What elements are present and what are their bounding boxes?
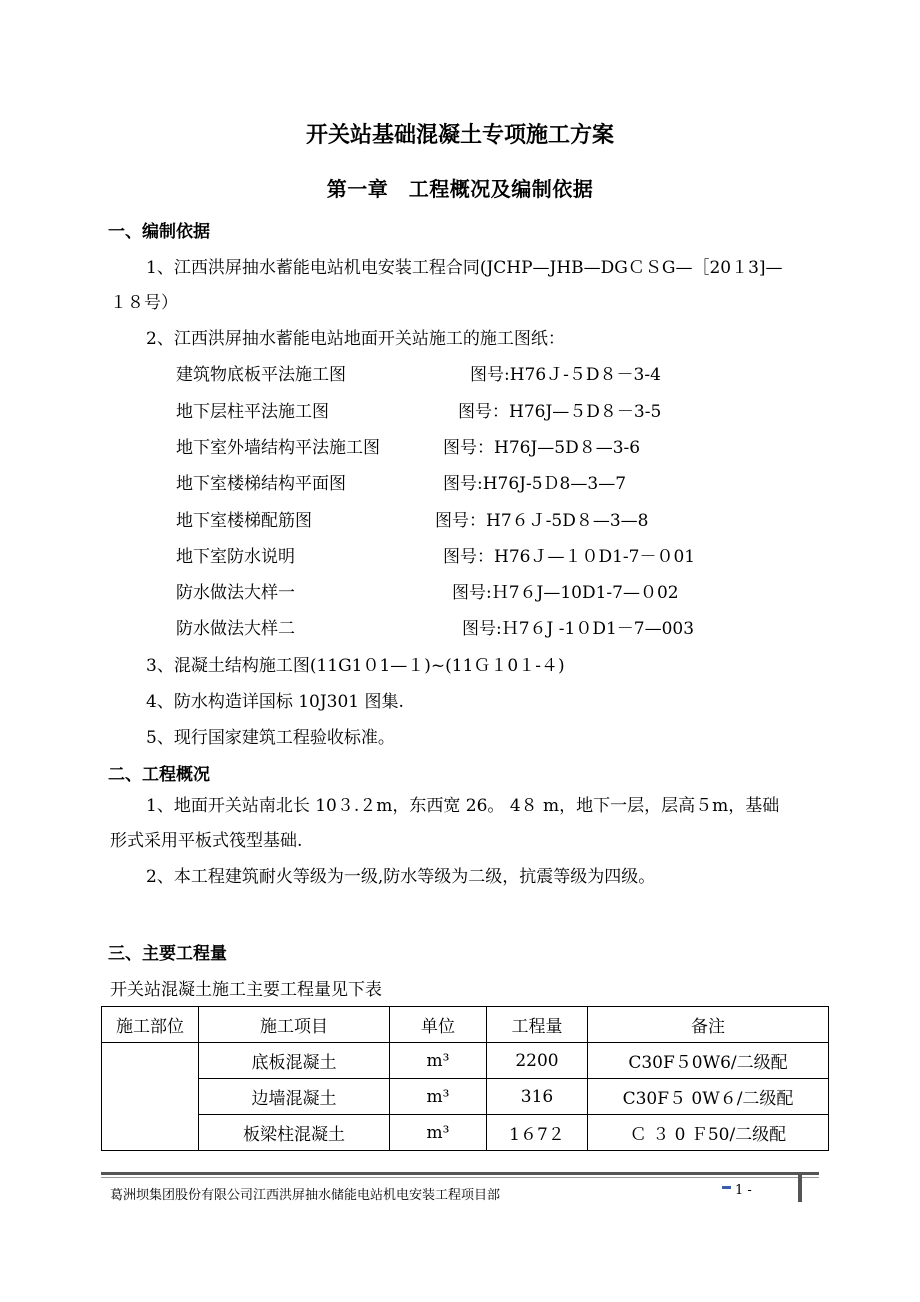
basis-item-5: 5、现行国家建筑工程验收标准。	[146, 728, 395, 748]
drawing-name: 防水做法大样一	[176, 583, 295, 603]
table-cell-part	[102, 1043, 199, 1151]
chapter-heading: 第一章 工程概况及编制依据	[326, 177, 594, 201]
drawing-number: 图号：H76J—5D８—3-6	[443, 438, 641, 458]
table-cell-note: C30F５ 0W６/二级配	[588, 1079, 829, 1115]
basis-item-1-cont: １８号）	[110, 293, 178, 313]
quantities-table	[101, 1006, 829, 1151]
table-intro: 开关站混凝土施工主要工程量见下表	[110, 980, 382, 1000]
drawing-number: 图号：H7６Ｊ-5D８—3—8	[435, 511, 649, 531]
table-cell-qty: 2200	[487, 1043, 588, 1079]
table-cell-unit: m³	[390, 1115, 487, 1151]
section3-heading: 三、主要工程量	[108, 944, 227, 964]
table-header-row	[102, 1007, 829, 1043]
drawing-name: 地下室楼梯配筋图	[176, 511, 312, 531]
table-row	[102, 1115, 829, 1151]
drawing-name: 地下室外墙结构平法施工图	[176, 438, 380, 458]
column-header: 单位	[390, 1007, 487, 1043]
table-row	[102, 1079, 829, 1115]
column-header: 备注	[588, 1007, 829, 1043]
table-row	[102, 1043, 829, 1079]
basis-item-1: 1、江西洪屏抽水蓄能电站机电安装工程合同(JCHP—JHB—DGＣＳG—［20１3]—	[146, 258, 783, 278]
page-number-mark	[722, 1186, 731, 1189]
footer-divider-thin	[101, 1177, 819, 1178]
basis-item-4: 4、防水构造详国标 10J301 图集.	[146, 692, 404, 712]
table-cell-note: C30F５0W6/二级配	[588, 1043, 829, 1079]
drawing-name: 建筑物底板平法施工图	[176, 365, 346, 385]
column-header: 工程量	[487, 1007, 588, 1043]
basis-item-3: 3、混凝土结构施工图(11G1０1—１)~(11Ｇ１0１-４)	[146, 656, 565, 676]
section1-heading: 一、编制依据	[108, 222, 210, 242]
footer-organization: 葛洲坝集团股份有限公司江西洪屏抽水储能电站机电安装工程项目部	[110, 1188, 501, 1203]
drawing-number: 图号:Ｈ7６J—10D1-7—０02	[452, 583, 679, 603]
table-cell-item: 板梁柱混凝土	[199, 1115, 390, 1151]
table-cell-qty: 1６7２	[487, 1115, 588, 1151]
drawing-number: 图号:H76J-5Ｄ8—3—7	[443, 474, 627, 494]
drawing-name: 地下层柱平法施工图	[176, 402, 329, 422]
drawing-number: 图号：H76J—５D８－3-5	[458, 402, 662, 422]
column-header: 施工部位	[102, 1007, 199, 1043]
drawing-name: 防水做法大样二	[176, 619, 295, 639]
overview-item-2: 2、本工程建筑耐火等级为一级,防水等级为二级，抗震等级为四级。	[146, 867, 656, 887]
table-cell-item: 底板混凝土	[199, 1043, 390, 1079]
drawing-number: 图号:H76Ｊ-５D８－3-4	[470, 365, 661, 385]
overview-item-1-cont: 形式采用平板式筏型基础.	[110, 831, 303, 851]
drawing-name: 地下室楼梯结构平面图	[176, 474, 346, 494]
page-title: 开关站基础混凝土专项施工方案	[305, 122, 614, 148]
table-cell-unit: m³	[390, 1043, 487, 1079]
table-cell-qty: 316	[487, 1079, 588, 1115]
basis-item-2: 2、江西洪屏抽水蓄能电站地面开关站施工的施工图纸：	[146, 329, 565, 349]
drawing-number: 图号:Ｈ7６J -1０D1－7—003	[462, 619, 695, 639]
drawing-name: 地下室防水说明	[176, 547, 295, 567]
overview-item-1: 1、地面开关站南北长 10３.２m，东西宽 26。 4８ m，地下一层，层高５m，基础	[146, 796, 780, 816]
table-cell-item: 边墙混凝土	[199, 1079, 390, 1115]
section2-heading: 二、工程概况	[108, 765, 210, 785]
column-header: 施工项目	[199, 1007, 390, 1043]
footer-corner-bar	[798, 1172, 802, 1202]
footer-divider	[101, 1172, 819, 1175]
table-cell-unit: m³	[390, 1079, 487, 1115]
table-cell-note: Ｃ ３ 0 Ｆ50/二级配	[588, 1115, 829, 1151]
drawing-number: 图号：H76Ｊ—１０D1-7－０01	[443, 547, 696, 567]
page-number: 1 -	[735, 1183, 752, 1198]
